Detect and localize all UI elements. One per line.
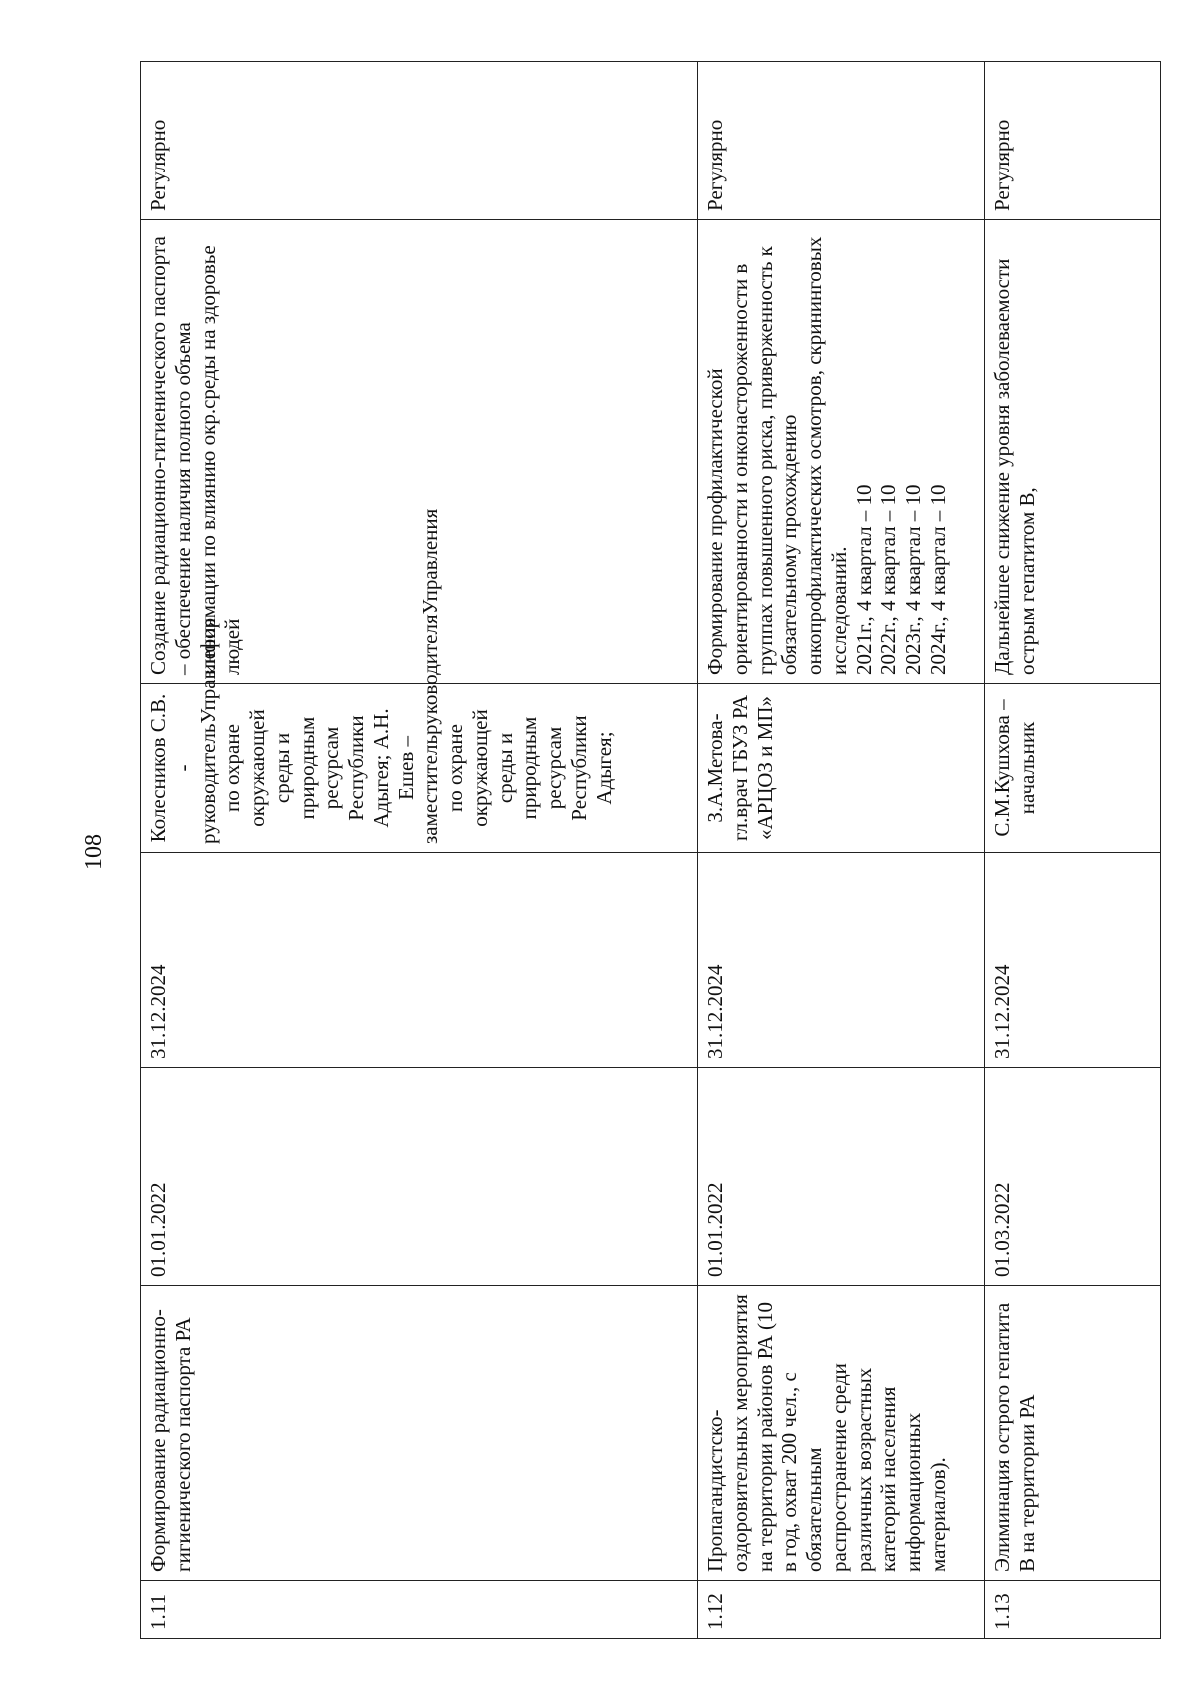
responsible-person: З.А.Метова-гл.врач ГБУЗ РА «АРЦОЗ и МП» (698, 684, 985, 853)
result-line: 2024г., 4 квартал – 10 (925, 484, 950, 675)
measure-name: Формирование радиационно-гигиенического паспорта РА (141, 1286, 698, 1581)
responsible-person: Колесников С.В. - руководительУправления по охране окружающей среды и природным ресурсам Республики Адыгея; А.Н. Ешев – заместительруководителяУправления по охране окружающей среды и природным ресурсам Республики Адыгея; (141, 684, 698, 853)
start-date: 01.01.2022 (698, 1068, 985, 1286)
frequency: Регулярно (141, 62, 698, 220)
result-line: 2021г., 4 квартал – 10 (851, 484, 876, 675)
expected-result: Создание радиационно-гигиенического паспорта – обеспечение наличия полного объема информации по влиянию окр.среды на здоровье людей (141, 220, 698, 684)
end-date: 31.12.2024 (985, 853, 1161, 1068)
expected-result: Дальнейшее снижение уровня заболеваемости острым гепатитом В, (985, 220, 1161, 684)
table-row (985, 62, 1161, 1639)
frequency: Регулярно (985, 62, 1161, 220)
start-date: 01.01.2022 (141, 1068, 698, 1286)
measure-name: Элиминация острого гепатита В на территории РА (985, 1286, 1161, 1581)
end-date: 31.12.2024 (141, 853, 698, 1068)
rotated-table-stage (140, 62, 1160, 1639)
table-row (141, 62, 698, 1639)
result-line: 2023г., 4 квартал – 10 (901, 484, 926, 675)
page-number: 108 (80, 834, 107, 870)
plan-table (140, 61, 1161, 1639)
end-date: 31.12.2024 (698, 853, 985, 1068)
expected-result (698, 220, 985, 684)
result-text: Формирование профилактической ориентированности и онконастороженности в группах повышенного риска, приверженность к обязательному прохождению онкопрофилактических осмотров, скрининговых исследований. (703, 236, 851, 675)
frequency: Регулярно (698, 62, 985, 220)
row-number: 1.13 (985, 1581, 1161, 1639)
start-date: 01.03.2022 (985, 1068, 1161, 1286)
measure-name: Пропагандистско-оздоровительных мероприятия на территории районов РА (10 в год, охват 200 чел., с обязательным распространение среди различных возрастных категорий населения информационных материалов). (698, 1286, 985, 1581)
row-number: 1.12 (698, 1581, 985, 1639)
responsible-person: С.М.Кушхова – начальник (985, 684, 1161, 853)
table-row (698, 62, 985, 1639)
result-line: 2022г., 4 квартал – 10 (876, 484, 901, 675)
row-number: 1.11 (141, 1581, 698, 1639)
